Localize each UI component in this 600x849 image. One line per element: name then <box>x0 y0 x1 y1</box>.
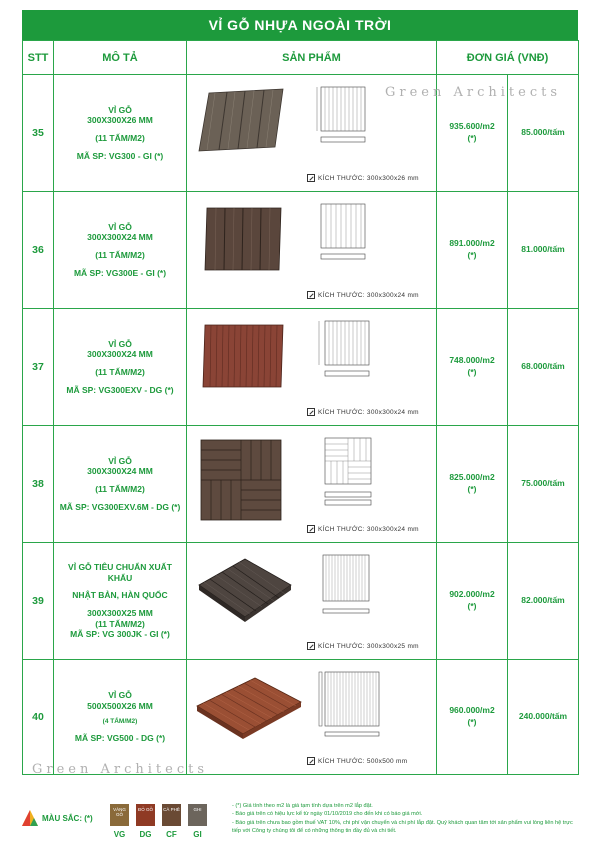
tile-image <box>195 87 287 153</box>
product-size: 300X300X24 MM <box>87 349 153 360</box>
dimension-caption: KÍCH THƯỚC: 300x300x25 mm <box>307 642 419 650</box>
swatch-cf: CÀ PHÊ <box>162 804 181 826</box>
product-code: MÃ SP: VG500 - DG (*) <box>74 733 166 744</box>
note-line: - Báo giá trên có hiệu lực kể từ ngày 01/10/2019 cho đến khi có báo giá mới. <box>232 811 423 818</box>
technical-drawing <box>315 202 375 264</box>
product-size: 300X300X24 MM <box>87 466 153 477</box>
swatch-dg: ĐỎ GỖ <box>136 804 155 826</box>
dimension-caption: KÍCH THƯỚC: 500x500 mm <box>307 757 408 765</box>
header-price: ĐƠN GIÁ (VNĐ) <box>437 41 579 75</box>
table-header-row <box>23 41 579 75</box>
page-title: VỈ GỖ NHỰA NGOÀI TRỜI <box>22 10 578 40</box>
tile-image <box>195 555 295 625</box>
row-stt: 36 <box>23 192 54 309</box>
price-per-tile: 68.000/tấm <box>508 309 579 426</box>
row-stt: 35 <box>23 75 54 192</box>
tile-image <box>195 321 287 391</box>
price-per-m2: 891.000/m2 (*) <box>437 192 508 309</box>
row-description <box>54 543 187 660</box>
swatch-vg: VÀNG GỖ <box>110 804 129 826</box>
notes <box>232 802 578 836</box>
product-name-line2: NHẬT BẢN, HÀN QUỐC <box>72 590 168 601</box>
product-qty: (11 TẤM/M2) <box>95 250 145 260</box>
price-per-m2: 748.000/m2 (*) <box>437 309 508 426</box>
swatch-code: GI <box>193 830 202 839</box>
product-code: MÃ SP: VG300EXV - DG (*) <box>66 384 174 395</box>
row-description <box>54 75 187 192</box>
note-line: - Báo giá trên chưa bao gồm thuế VAT 10%, chi phí vận chuyển và chi phí lắp đặt. Quý khách quan tâm tới sản phẩm vui lòng liên hệ trực tiếp với Công ty chúng tôi để có những thông tin đầy đủ và chi tiết. <box>232 819 573 835</box>
price-per-m2: 902.000/m2 (*) <box>437 543 508 660</box>
product-qty: (11 TẤM/M2) <box>95 133 145 143</box>
product-name: VỈ GỖ <box>108 338 132 349</box>
watermark: Green Architects <box>32 762 208 777</box>
price-per-tile: 82.000/tấm <box>508 543 579 660</box>
product-name: VỈ GỖ <box>108 690 132 700</box>
swatch-code: DG <box>139 830 152 839</box>
row-product <box>187 660 437 775</box>
row-description <box>54 192 187 309</box>
technical-drawing <box>315 436 381 510</box>
price-per-tile: 85.000/tấm <box>508 75 579 192</box>
dimension-caption: KÍCH THƯỚC: 300x300x26 mm <box>307 174 419 182</box>
dimension-caption: KÍCH THƯỚC: 300x300x24 mm <box>307 525 419 533</box>
price-per-m2: 960.000/m2 (*) <box>437 660 508 775</box>
watermark: Green Architects <box>385 85 561 100</box>
dimension-icon <box>307 174 315 182</box>
row-stt: 40 <box>23 660 54 775</box>
product-name: VỈ GỖ TIÊU CHUẨN XUẤT KHẨU <box>68 562 172 583</box>
product-code: MÃ SP: VG300EXV.6M - DG (*) <box>59 501 181 512</box>
row-product <box>187 543 437 660</box>
header-stt: STT <box>23 41 54 75</box>
color-palette-icon <box>22 810 38 826</box>
table-row <box>23 192 579 309</box>
price-sheet <box>22 10 578 775</box>
price-table <box>22 40 579 775</box>
price-per-tile: 75.000/tấm <box>508 426 579 543</box>
table-row <box>23 426 579 543</box>
product-code: MÃ SP: VG 300JK - GI (*) <box>70 629 170 640</box>
price-per-tile: 81.000/tấm <box>508 192 579 309</box>
tile-image <box>195 672 303 744</box>
product-qty: (4 TẤM/M2) <box>102 718 138 726</box>
table-row <box>23 660 579 775</box>
product-qty: (11 TẤM/M2) <box>95 367 145 377</box>
footer <box>22 800 578 840</box>
product-size: 300X300X24 MM <box>87 232 153 243</box>
row-description <box>54 309 187 426</box>
dimension-icon <box>307 525 315 533</box>
tile-image <box>195 204 287 274</box>
product-name: VỈ GỖ <box>108 455 132 466</box>
table-row <box>23 543 579 660</box>
table-row <box>23 309 579 426</box>
row-stt: 38 <box>23 426 54 543</box>
swatch-gi: GHI <box>188 804 207 826</box>
row-product <box>187 192 437 309</box>
color-label: MÀU SẮC: (*) <box>42 814 93 823</box>
dimension-caption: KÍCH THƯỚC: 300x300x24 mm <box>307 291 419 299</box>
row-description <box>54 660 187 775</box>
price-per-m2: 935.600/m2 (*) <box>437 75 508 192</box>
dimension-icon <box>307 408 315 416</box>
header-product: SẢN PHẨM <box>187 41 437 75</box>
dimension-icon <box>307 291 315 299</box>
product-code: MÃ SP: VG300 - GI (*) <box>76 150 164 161</box>
dimension-icon <box>307 757 315 765</box>
price-per-m2: 825.000/m2 (*) <box>437 426 508 543</box>
technical-drawing <box>315 319 379 385</box>
product-name: VỈ GỖ <box>108 221 132 232</box>
row-product <box>187 426 437 543</box>
row-stt: 37 <box>23 309 54 426</box>
note-line: - (*) Giá tính theo m2 là giá tạm tính dựa trên m2 lắp đặt. <box>232 803 373 809</box>
header-desc: MÔ TẢ <box>54 41 187 75</box>
row-product <box>187 309 437 426</box>
tile-image <box>195 438 287 524</box>
product-qty: (11 TẤM/M2) <box>95 618 145 629</box>
swatch-code: VG <box>113 830 126 839</box>
row-stt: 39 <box>23 543 54 660</box>
product-size: 500X500X26 MM <box>87 700 153 711</box>
dimension-caption: KÍCH THƯỚC: 300x300x24 mm <box>307 408 419 416</box>
dimension-icon <box>307 642 315 650</box>
technical-drawing <box>315 85 375 147</box>
technical-drawing <box>315 670 387 746</box>
product-size: 300X300X26 MM <box>87 115 153 126</box>
product-name: VỈ GỖ <box>108 104 132 115</box>
row-description <box>54 426 187 543</box>
price-per-tile: 240.000/tấm <box>508 660 579 775</box>
technical-drawing <box>315 553 379 623</box>
product-qty: (11 TẤM/M2) <box>95 484 145 494</box>
product-code: MÃ SP: VG300E - GI (*) <box>73 267 167 278</box>
product-size: 300X300X25 MM <box>87 608 153 618</box>
swatch-code: CF <box>166 830 177 839</box>
